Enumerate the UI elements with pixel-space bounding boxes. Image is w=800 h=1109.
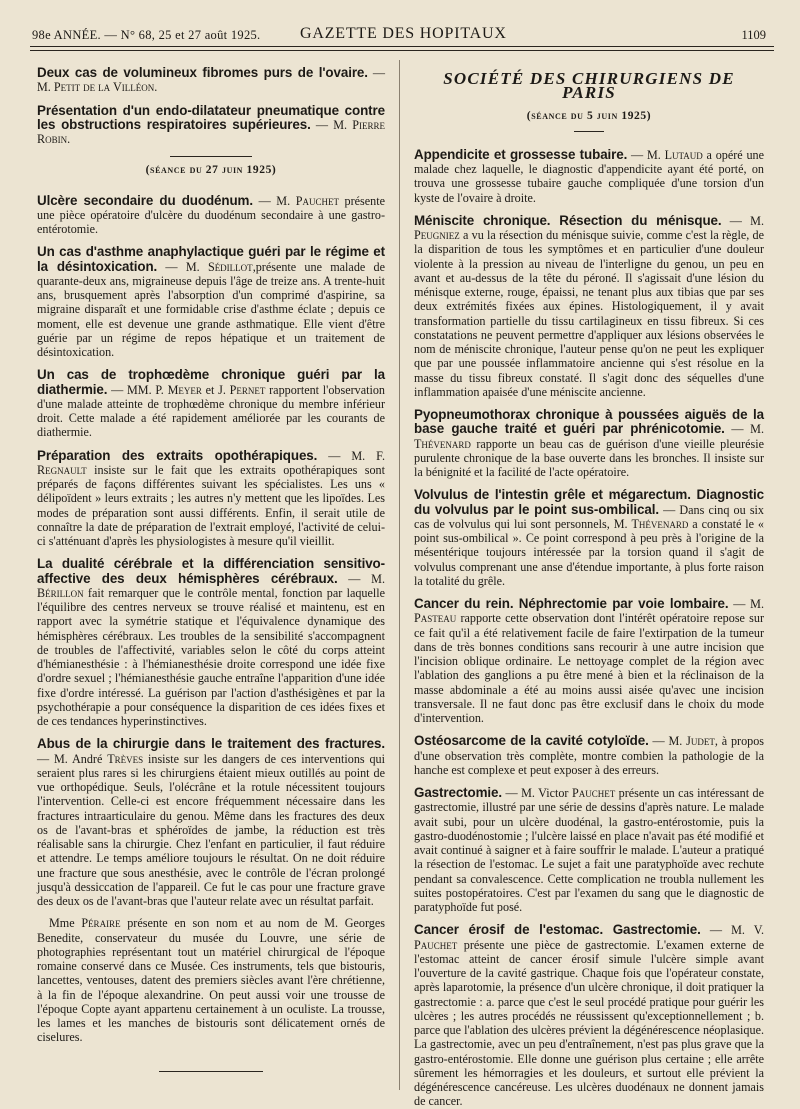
entry-title: Méniscite chronique. Résection du ménisque.	[414, 212, 722, 228]
entry-author: Thévenard	[631, 516, 689, 531]
section-rule	[170, 156, 252, 157]
entry-text: — M. André	[37, 751, 108, 766]
entry-author: M. Pierre Robin.	[37, 117, 385, 146]
entry-title: Ulcère secondaire du duodénum.	[37, 192, 253, 208]
entry-body: insiste sur le fait que les extraits opothérapiques sont préparés de façons différentes suivant les spécialistes. Les uns « délipoïdent » leurs extraits ; les autres n'y mettent que les lipoïdes. Les modes de préparation sont aussi différents. Enfin, il serait utile de connaître la date de préparation de l'extrait employé, l'activité de celui-ci s'atténuant d'après les physiologistes à mesure qu'il vieillit.	[37, 462, 385, 548]
section-rule	[574, 131, 604, 132]
entry-pyopneumothorax	[414, 408, 764, 479]
entry-appendicite	[414, 148, 764, 205]
entry-body: a constaté le « point sus-ombilical ». Ce point correspond à peu près à l'origine de la mésentérique toujours intéressée par la torsion quand il s'agit de volvulus comprenant une anse d'étendue importante, à plus forte raison la totalité du grêle.	[414, 516, 765, 588]
page-number: 1109	[741, 28, 766, 42]
right-column	[414, 66, 765, 1109]
entry-text: — M. Victor	[502, 786, 572, 800]
entry-text: — M.	[648, 734, 687, 749]
entry-osteosarcome	[414, 734, 764, 777]
entry-abus-chirurgie	[37, 737, 385, 1044]
entry-title: Pyopneumothorax chronique à poussées aiguës de la base gauche traité et guéri par phrénicotomie.	[414, 407, 764, 437]
entry-body: rapporte cette observation dont l'intérêt opératoire repose sur ce fait qu'il a été relativement facile de faire l'extirpation de la tumeur dans de très bonnes conditions sans recourir à une autre incision que l'incision oblique ordinaire. Le nettoyage complet de la région avec l'ablation des ganglions a pu être mené à bien et la réclinaison de la masse abdominale a été au moins aussi aisée qu'avec une incision transversale. Il ne faut donc pas être exclusif dans le choix du mode d'intervention.	[414, 611, 764, 725]
dash: —	[310, 117, 334, 132]
entry-gastrectomie	[414, 786, 764, 914]
entry-text: — M.	[252, 193, 296, 208]
entry-extraits-opotherapiques	[37, 449, 385, 549]
entry-body: insiste sur les dangers de ces interventions qui seraient plus rares si les chirurgiens étaient mieux outillés au point de vue orthopédique. Seuls, l'olécrâne et la rotule nécessitent toujours l'intervention. Celle-ci est encore fréquemment nécessaire dans les fractures intraarticulaire du genou. Même dans les fractures des deux os de l'avant-bras et sphéroïdes de jambe, la réduction est très réalisable sans la chirurgie. Chez l'enfant en particulier, il faut réduire et attendre. Le temps améliore toujours le résultat. On ne doit réduire une fracture que sous anesthésie, avec le contrôle de l'écran prolongé jusqu'à dessiccation de l'appareil. Ce fut le cas pour une fracture grave des deux os de l'avant-bras que l'auteur relate avec un résultat parfait.	[37, 751, 385, 908]
entry-body: rapporte un beau cas de guérison d'une vieille pleurésie purulente chronique de la base ouverte dans les bronches. Il insiste sur la bénignité et la facilité de l'acte opératoire.	[414, 436, 764, 479]
entry-title: Gastrectomie.	[414, 785, 503, 800]
left-column	[37, 66, 385, 1086]
entry-author: Bérillon	[37, 585, 84, 600]
entry-text: — M.	[721, 213, 764, 228]
entry-text: — M.	[627, 147, 665, 162]
entry-title: Cancer érosif de l'estomac. Gastrectomie.	[414, 922, 701, 938]
entry-author: Peugniez	[414, 228, 460, 242]
entry-title: Ostéosarcome de la cavité cotyloïde.	[414, 733, 649, 749]
journal-title: GAZETTE DES HOPITAUX	[300, 25, 507, 42]
entry-author: Pauchet	[295, 193, 339, 208]
header-rule	[30, 46, 774, 47]
entry-volvulus	[414, 488, 764, 588]
dash: —	[367, 66, 385, 80]
entry-author: Trèves	[107, 751, 144, 766]
end-rule	[159, 1071, 263, 1072]
entry-text: et J.	[201, 382, 230, 397]
entry-author: Judet	[686, 734, 715, 749]
society-heading: SOCIÉTÉ DES CHIRURGIENS DE PARIS	[443, 69, 735, 103]
entry-title: La dualité cérébrale et la différenciation sensitivo-affective des deux hémisphères cérébraux.	[37, 556, 385, 586]
column-divider	[399, 60, 400, 1090]
entry-title: Préparation des extraits opothérapiques.	[37, 447, 318, 463]
entry-text: — M.	[724, 422, 764, 437]
entry-author: Pasteau	[414, 611, 457, 626]
entry-title: Appendicite et grossesse tubaire.	[414, 146, 628, 162]
entry-text: — M.	[337, 571, 386, 586]
issue-line: 98e ANNÉE. — N° 68, 25 et 27 août 1925.	[32, 28, 261, 42]
entry-text: Mme	[49, 916, 82, 931]
seance-heading: (séance du 27 juin 1925)	[145, 164, 277, 177]
entry-asthme	[37, 245, 385, 359]
entry-title: Un cas de trophœdème chronique guéri par la diathermie.	[37, 367, 385, 397]
entry-body: présente une pièce de gastrectomie. L'examen externe de l'estomac atteint de cancer érosif simule l'ulcère simple avant l'ouverture de la cavité gastrique. Chaque fois que l'opérateur constate, après laparotomie, la présence d'un ulcère chronique, il doit pratiquer la gastrectomie : a. parce que c'est le seul procédé pratique pour guérir les ulcères ; les autres procédés ne réussissent qu'exceptionnellement ; b. parce que l'ablation des ulcères prévient la dégénérescence néoplasique. La gastrectomie, avec un peu d'entraînement, n'est pas plus grave que la gastro-entérostomie. Elle donne une guérison plus certaine ; elle arrête sûrement les hémorragies et les douleurs, et surtout elle prévient la dégénérescence cancéreuse. Les ulcères duodénaux ne donnent jamais de cancer.	[414, 937, 764, 1109]
entry-body: ,présente une malade de quarante-deux ans, migraineuse depuis l'âge de treize ans. A trente-huit ans, brusquement après l'absorption d'un comprimé d'aspirine, sa migraine disparaît et une formidable crise d'asthme éclate ; depuis ce moment, elle est devenue une grande asthmatique. Elle vient d'être guérie par un régime de repos hépatique et un traitement de désintoxication.	[37, 259, 386, 359]
entry-dualite-cerebrale	[37, 557, 385, 728]
seance-heading: (séance du 5 juin 1925)	[526, 109, 652, 122]
entry-author: Thévenard	[414, 436, 471, 451]
entry-cancer-rein	[414, 597, 764, 725]
entry-author: Pauchet	[414, 937, 458, 952]
header-rule-thin	[30, 50, 774, 51]
entry-author: Sédillot	[207, 259, 253, 274]
entry-title: Volvulus de l'intestin grêle et mégarectum. Diagnostic du volvulus par le point sus-ombilical.	[414, 487, 764, 517]
entry-body: présente en son nom et au nom de M. Georges Benedite, conservateur du musée du Louvre, une série de photographies représentant tout un matériel chirurgical de l'époque romaine conservé dans ce Musée. Ces instruments, tels que bistouris, lancettes, ventouses, datent des premiers siècles avant l'ère chrétienne, à la fin de l'époque alexandrine. On peut aussi voir une trousse de l'époque Copte ayant appartenu certainement à un oculiste. La trousse, les lames et les manches de bistouris sont délicatement ornés de ciselures.	[37, 916, 385, 1045]
running-head	[32, 20, 772, 44]
entry-endo-dilatateur	[37, 104, 385, 147]
entry-body: fait remarquer que le contrôle mental, fonction par laquelle l'équilibre des centres nerveux se trouve réalisé et maintenu, est en rapport avec la symétrie statique et l'équivalence dynamique des hémisphères cérébraux. Les troubles de la sensibilité s'accompagnent de troubles de l'affectivité, variables selon le côté du corps atteint d'hémianesthésie : à l'hémianesthésie droite correspond une idée fixe d'ordre sexuel ; l'hémianesthésie gauche entraîne l'apparition d'une idée fixe d'ordre intéressé. La guérison par l'action d'asthésigènes et par la psychothérapie a pour conséquence la disparition de ces idées fixes et de ces tendances hyperinstinctives.	[37, 585, 385, 728]
entry-title: Cancer du rein. Néphrectomie par voie lombaire.	[414, 596, 729, 611]
entry-body: a vu la résection du ménisque suivie, comme c'est la règle, de la disparition de tous les symptômes et en particulier d'une douleur violente à la pression au niveau de l'interligne du genou, un peu en avant et au-dessus de la tête du péroné. Il s'agissait d'une lésion du ménisque externe, rouge, épaissi, ne tenant plus aux tibias que par ses deux extrémités fixées aux épines. Histologiquement, il y avait transformation partielle du tissu cartilagineux en tissu fibreux. Si ces constatations ne peuvent permettre d'appliquer aux lésions observées le nom de méniscite chronique, l'auteur pense qu'on ne peut les expliquer que par une poussée inflammatoire ancienne qui s'est résolue en la masse du tissu fibreux constaté. Il s'agit donc des séquelles d'une inflammation apaisée d'une méniscite ancienne.	[414, 228, 764, 399]
entry-cancer-erosif	[414, 923, 764, 1108]
entry-author: Meyer	[167, 382, 202, 397]
entry-author: Pernet	[229, 382, 266, 397]
entry-title: Abus de la chirurgie dans le traitement des fractures.	[37, 736, 385, 752]
entry-author: M. Petit de la Villéon.	[37, 80, 158, 95]
entry-text: — M.	[728, 597, 764, 611]
entry-title: Deux cas de volumineux fibromes purs de l'ovaire.	[37, 65, 368, 80]
entry-author: Pauchet	[571, 786, 616, 800]
entry-author: Péraire	[81, 916, 121, 931]
entry-author: Lutaud	[664, 147, 703, 162]
entry-text: — M. V.	[700, 923, 764, 938]
entry-body: , à propos d'une observation très complète, montre combien la pathologie de la hanche est complexe et peut exposer à des erreurs.	[414, 734, 764, 777]
entry-text: — MM. P.	[107, 382, 168, 397]
entry-text: — M.	[157, 259, 208, 274]
entry-body: a opéré une malade chez laquelle, le diagnostic d'appendicite ayant été porté, on trouva une grossesse tubaire gauche compliquée d'une torsion d'un kyste de l'ovaire à droite.	[414, 147, 764, 205]
entry-body: présente un cas intéressant de gastrectomie, illustré par une série de dessins d'après nature. Le malade avait subi, pour un ulcère duodénal, la gastro-entérostomie, puis la gastro-duodénostomie ; l'ulcère laissé en place n'avait pas été modifié et avait continué à saigner et à faire souffrir le malade. L'auteur a pratiqué la résection de l'estomac. Le sujet a fait une paratyphoïde avec rechute pendant sa convalescence. Cette complication ne troubla nullement les suites postopératoires. C'est par l'examen du sang que le diagnostic de paratyphoïde fut posé.	[414, 786, 764, 914]
entry-text: — M. F.	[317, 448, 385, 463]
entry-fibromes-ovaire	[37, 66, 385, 95]
entry-title: Un cas d'asthme anaphylactique guéri par le régime et la désintoxication.	[37, 244, 385, 274]
entry-trophoedeme	[37, 368, 385, 439]
entry-meniscite	[414, 214, 764, 399]
entry-body: rapportent l'observation d'une malade atteinte de trophœdème chronique du membre inférieur droit. Cette malade a été rapidement améliorée par les courants de diathermie.	[37, 382, 385, 440]
entry-title: Présentation d'un endo-dilatateur pneumatique contre les obstructions respiratoires supérieures.	[37, 102, 385, 132]
entry-ulcere-duodenum	[37, 194, 385, 237]
entry-body: présente une pièce opératoire d'ulcère du duodénum secondaire à une gastro-entérotomie.	[37, 193, 386, 236]
entry-author: Regnault	[37, 462, 87, 477]
entry-text: — Dans cinq ou six cas de volvulus qui lui sont personnels, M.	[414, 502, 765, 531]
